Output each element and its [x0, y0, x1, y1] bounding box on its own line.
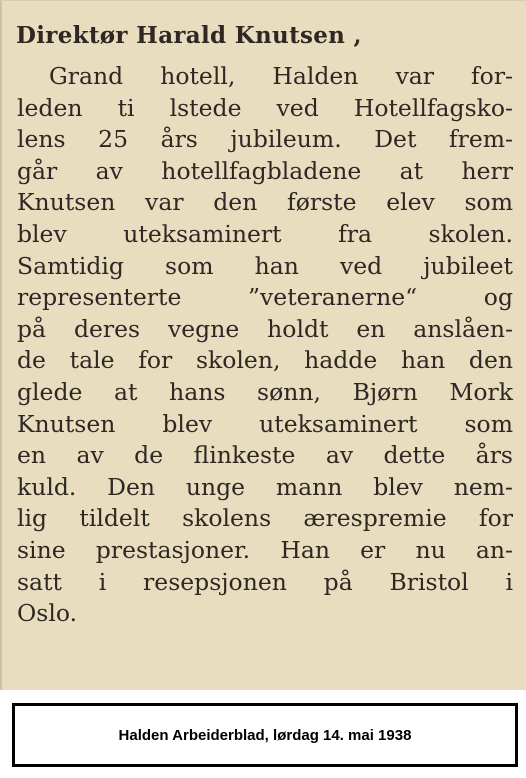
article-line: Knutsen blev uteksaminert som: [17, 409, 513, 438]
article-line: kuld. Den unge mann blev nem-: [17, 472, 513, 501]
article-line: leden ti lstede ved Hotellfagsko-: [17, 93, 513, 122]
article-line: går av hotellfagbladene at herr: [17, 156, 513, 185]
article-line: Samtidig som han ved jubileet: [17, 251, 513, 280]
article-line: lig tildelt skolens ærespremie for: [17, 504, 513, 533]
caption-box: [12, 703, 518, 767]
article-line: glede at hans sønn, Bjørn Mork: [17, 377, 513, 406]
article-line: representerte ”veteranerne“ og: [17, 283, 513, 312]
article-line: Oslo.: [17, 599, 78, 628]
article-line: satt i resepsjonen på Bristol i: [17, 567, 513, 596]
article-line: blev uteksaminert fra skolen.: [17, 219, 513, 248]
article-line: de tale for skolen, hadde han den: [17, 346, 513, 375]
caption-text: Halden Arbeiderblad, lørdag 14. mai 1938: [118, 726, 412, 744]
article-line: på deres vegne holdt en anslåen-: [17, 314, 513, 343]
article-body: [17, 61, 513, 630]
article-line: Grand hotell, Halden var for-: [49, 62, 513, 90]
headline: Direktør Harald Knutsen ,: [16, 22, 362, 49]
article-line: sine prestasjoner. Han er nu an-: [17, 535, 513, 564]
article-line: Knutsen var den første elev som: [17, 188, 513, 217]
article-line: lens 25 års jubileum. Det frem-: [17, 125, 513, 154]
article-line: en av de flinkeste av dette års: [17, 441, 513, 470]
